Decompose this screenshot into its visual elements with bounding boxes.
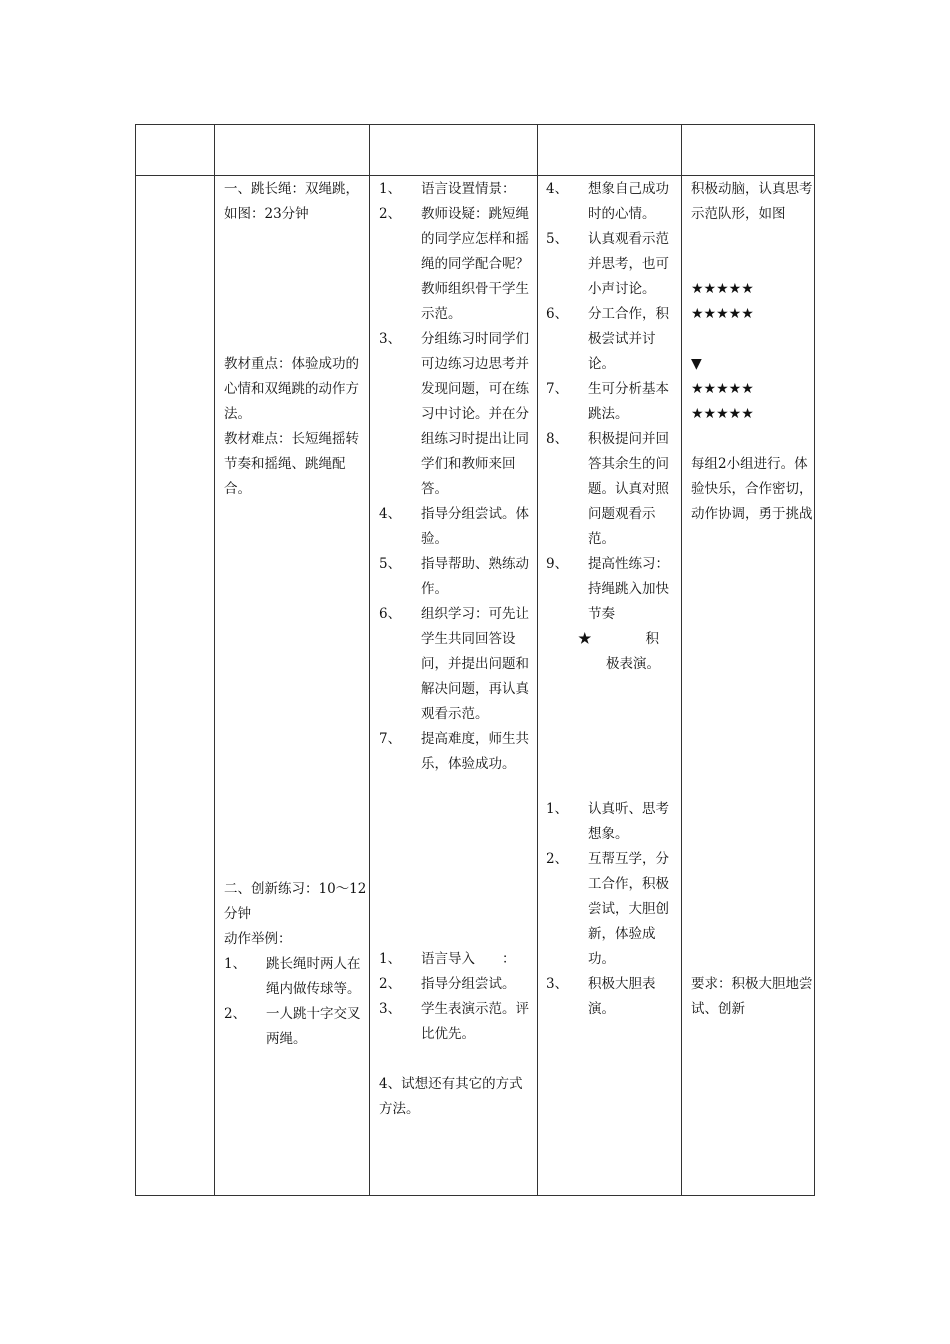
difficulty: 教材难点：长短绳摇转节奏和摇绳、跳绳配合。 [224,431,359,497]
item-text: 语言设置情景： [421,181,516,197]
section2-title: 二、创新练习：10～12分钟 [224,881,367,922]
item-number: 9、 [546,556,569,572]
formation-stars-row: ★★★★★ [691,406,754,422]
organization-column [691,177,813,527]
teacher-activity-block2 [379,947,532,1122]
item-text: 学生表演示范。评比优先。 [421,1001,529,1042]
star-note-continued: 极表演。 [606,656,660,672]
group-note: 每组2小组进行。体验快乐，合作密切，动作协调，勇于挑战 [691,456,813,522]
list-item [379,327,532,502]
item-number: 2、 [546,851,569,867]
item-text: 指导分组尝试。体验。 [421,506,529,547]
item-number: 1、 [379,181,402,197]
teacher-marker-icon: ▼ [691,356,702,372]
column-divider [369,125,370,1195]
item-number: 3、 [379,331,402,347]
item-text: 指导帮助、熟练动作。 [421,556,529,597]
item-number: 1、 [224,956,247,972]
content-column [224,177,369,502]
item-text: 跳长绳时两人在绳内做传球等。 [266,956,361,997]
section2-block [224,877,369,1052]
item-number: 2、 [224,1006,247,1022]
item-number: 6、 [546,306,569,322]
list-item [379,202,532,327]
item-number: 1、 [546,801,569,817]
list-item [379,502,532,552]
item-text: 想象自己成功时的心情。 [588,181,669,222]
list-item [546,972,679,1022]
formation-stars-row: ★★★★★ [691,306,754,322]
item-number: 4、 [379,506,402,522]
list-item [379,552,532,602]
list-item [379,177,532,202]
formation-stars-row: ★★★★★ [691,381,754,397]
formation-stars-row: ★★★★★ [691,281,754,297]
item-number: 7、 [379,731,402,747]
list-item [546,847,679,972]
item-text: 指导分组尝试。 [421,976,516,992]
section1-title: 一、跳长绳：双绳跳，如图：23分钟 [224,181,359,222]
list-item [379,972,532,997]
list-item [546,797,679,847]
item-text: 提高难度，师生共乐，体验成功。 [421,731,529,772]
list-item [546,377,679,427]
item-number: 1、 [379,951,402,967]
list-item [546,227,679,302]
item-text: 积极大胆表演。 [588,976,656,1017]
item-number: 6、 [379,606,402,622]
star-note: ★ 积 [578,631,659,647]
list-item [224,1002,369,1052]
item-number: 3、 [379,1001,402,1017]
list-item [546,177,679,227]
item-number: 2、 [379,206,402,222]
item-text: 互帮互学，分工合作，积极尝试，大胆创新，体验成功。 [588,851,669,967]
examples-label: 动作举例： [224,931,292,947]
item-text: 提高性练习：持绳跳入加快节奏 [588,556,669,622]
requirement: 要求：积极大胆地尝试、创新 [691,976,813,1017]
item-text: 一人跳十字交叉两绳。 [266,1006,361,1047]
student-activity-block2 [546,797,679,1022]
item-text: 生可分析基本跳法。 [588,381,669,422]
item-number: 4、 [546,181,569,197]
list-item [546,552,679,627]
lesson-plan-table [135,124,815,1196]
item-text: 分组练习时同学们可边练习边思考并发现问题，可在练习中讨论。并在分组练习时提出让同学们和教师来回答。 [421,331,529,497]
item-text: 分工合作，积极尝试并讨论。 [588,306,669,372]
header-row-divider [136,175,814,176]
student-activity-column [546,177,679,677]
item-number: 2、 [379,976,402,992]
list-item [379,947,532,972]
note-line2: 示范队形，如图 [691,206,786,222]
item-number: 7、 [546,381,569,397]
item-number: 5、 [379,556,402,572]
teacher-activity-column [379,177,532,777]
requirement-block [691,972,813,1022]
item-text: 认真听、思考想象。 [588,801,669,842]
item-4-text: 4、试想还有其它的方式方法。 [379,1076,523,1117]
item-text: 积极提问并回答其余生的问题。认真对照问题观看示范。 [588,431,669,547]
list-item [379,727,532,777]
column-divider [214,125,215,1195]
item-number: 5、 [546,231,569,247]
item-text: 组织学习：可先让学生共同回答设问，并提出问题和解决问题，再认真观看示范。 [421,606,529,722]
list-item [546,427,679,552]
item-number: 3、 [546,976,569,992]
note-line1: 积极动脑，认真思考 [691,181,813,197]
list-item [379,602,532,727]
item-text: 语言导入 ： [421,951,516,967]
list-item [546,302,679,377]
item-text: 认真观看示范并思考，也可小声讨论。 [588,231,669,297]
item-number: 8、 [546,431,569,447]
list-item [379,997,532,1047]
column-divider [537,125,538,1195]
list-item [224,952,369,1002]
key-point: 教材重点：体验成功的心情和双绳跳的动作方法。 [224,356,359,422]
item-text: 教师设疑：跳短绳的同学应怎样和摇绳的同学配合呢？教师组织骨干学生示范。 [421,206,529,322]
column-divider [681,125,682,1195]
